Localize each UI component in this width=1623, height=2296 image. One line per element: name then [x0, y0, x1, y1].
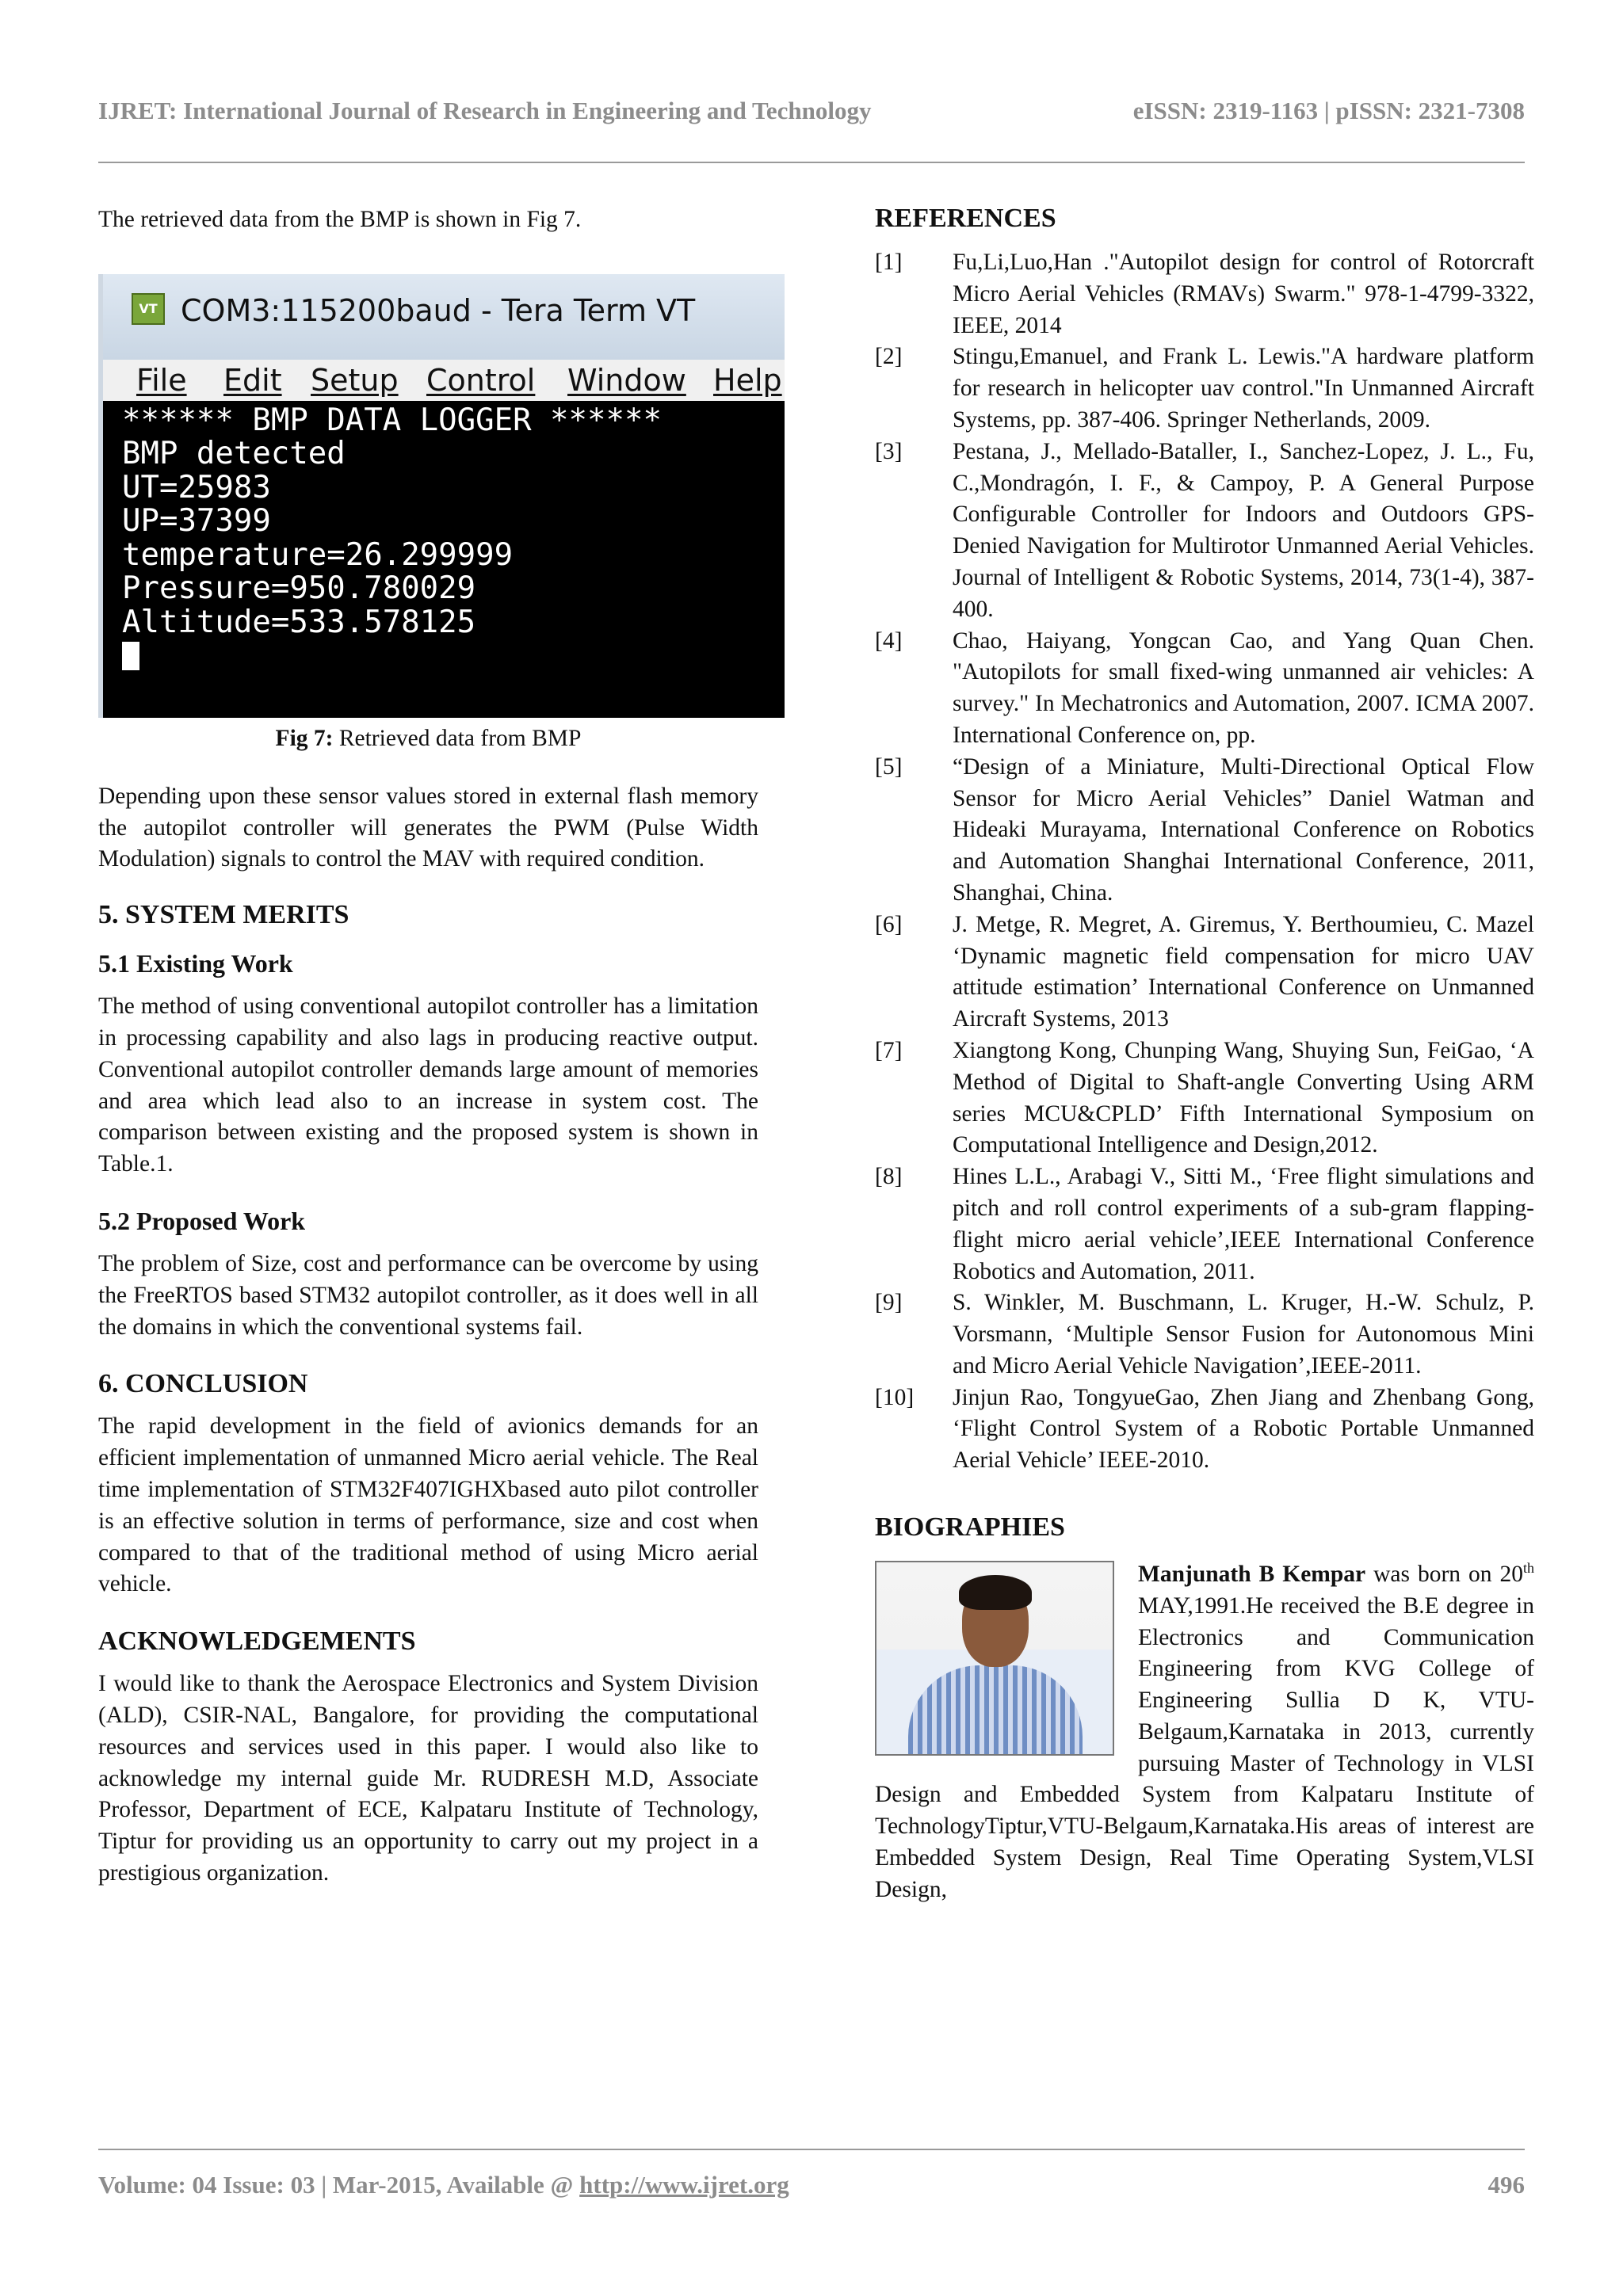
terminal-menubar [103, 360, 785, 401]
menu-control[interactable]: Control [426, 362, 536, 398]
subsection-heading: 5.1 Existing Work [98, 949, 293, 978]
left-column [98, 198, 782, 1890]
journal-name: IJRET: International Journal of Research in Engineering and Technology [98, 97, 872, 124]
reference-number: [4] [875, 627, 903, 654]
paragraph: Depending upon these sensor values stored in external flash memory the autopilot controller will generates the PWM (Pulse Width Modulation) signals to control the MAV with required condition. [98, 783, 758, 872]
biography [875, 1553, 1534, 1906]
reference-item [875, 1161, 1534, 1287]
reference-number: [8] [875, 1164, 903, 1190]
reference-item [875, 437, 1534, 626]
right-column [875, 198, 1534, 1906]
reference-number: [3] [875, 438, 903, 464]
reference-item [875, 341, 1534, 436]
bio-text-part: MAY,1991.He received the B.E degree in Electronics and Communication Engineering from KVG College of Engineering Sullia D K, VTU-Belgaum,Karnataka in 2013, currently pursuing Master of Technology in VLSI Design and Embedded System from Kalpataru Institute of TechnologyTiptur,VTU-Belgaum,Karnataka.His areas of interest are Embedded System Design, Real Time Operating System,VLSI Design, [875, 1592, 1534, 1902]
reference-item [875, 626, 1534, 752]
reference-text: Pestana, J., Mellado-Bataller, I., Sanchez-Lopez, J. L., Fu, C.,Mondragón, I. F., & Campoy, P. A General Purpose Configurable Controller for Indoors and Outdoors GPS-Denied Navigation for Multirotor Unmanned Aerial Vehicles. Journal of Intelligent & Robotic Systems, 2014, 73(1-4), 387-400. [953, 438, 1534, 622]
reference-text: S. Winkler, M. Buschmann, L. Kruger, H.-W. Schulz, P. Vorsmann, ‘Multiple Sensor Fusion for Autonomous Mini and Micro Aerial Vehicle Navigation’,IEEE-2011. [953, 1290, 1534, 1379]
terminal-output [103, 401, 785, 718]
menu-file[interactable]: File [136, 362, 187, 398]
section-heading: 5. SYSTEM MERITS [98, 900, 349, 930]
reference-item [875, 1287, 1534, 1382]
section-heading: REFERENCES [875, 204, 1056, 233]
paragraph: The rapid development in the field of avionics demands for an efficient implementation of unmanned Micro aerial vehicle. The Real time implementation of STM32F407IGHXbased auto pilot controller is an effective solution in terms of performance, size and cost when compared to that of the traditional method of using Micro aerial vehicle. [98, 1413, 758, 1597]
reference-number: [2] [875, 344, 903, 370]
paragraph: The problem of Size, cost and performance can be overcome by using the FreeRTOS based STM32 autopilot controller, as it does well in all the domains in which the conventional systems fail. [98, 1250, 758, 1340]
menu-help[interactable]: Help [713, 362, 782, 398]
reference-text: “Design of a Miniature, Multi-Directional Optical Flow Sensor for Micro Aerial Vehicles” Daniel Watman and Hideaki Murayama, International Conference on Robotics and Automation Shanghai International Conference, 2011, Shanghai, China. [953, 753, 1534, 906]
terminal-window-title: COM3:115200baud - Tera Term VT [181, 292, 696, 328]
terminal-line: UT=25983 [122, 469, 271, 505]
reference-number: [10] [875, 1384, 915, 1410]
reference-list [875, 247, 1534, 1477]
teraterm-app-icon: VT [132, 293, 165, 325]
reference-text: Fu,Li,Luo,Han ."Autopilot design for control of Rotorcraft Micro Aerial Vehicles (RMAVs) Swarm." 978-1-4799-3322, IEEE, 2014 [953, 250, 1534, 338]
paragraph: I would like to thank the Aerospace Electronics and System Division (ALD), CSIR-NAL, Bangalore, for providing the computational resources and services used in this paper. I would also like to acknowledge my internal guide Mr. RUDRESH M.D, Associate Professor, Department of ECE, Kalpataru Institute of Technology, Tiptur for providing us an opportunity to carry out my project in a prestigious organization. [98, 1671, 758, 1886]
bio-text-part: was born on 20 [1365, 1561, 1523, 1587]
journal-link[interactable]: http://www.ijret.org [579, 2171, 789, 2199]
section-heading: 6. CONCLUSION [98, 1369, 308, 1399]
footer-volume [98, 2171, 789, 2199]
menu-edit[interactable]: Edit [223, 362, 282, 398]
reference-number: [5] [875, 753, 903, 780]
terminal-line: temperature=26.299999 [122, 536, 514, 573]
reference-number: [9] [875, 1290, 903, 1316]
section-heading: ACKNOWLEDGEMENTS [98, 1627, 416, 1657]
terminal-line: Altitude=533.578125 [122, 604, 476, 640]
author-name: Manjunath B Kempar [1138, 1561, 1366, 1587]
author-photo [875, 1561, 1114, 1756]
terminal-line: ****** BMP DATA LOGGER ****** [122, 402, 662, 438]
ordinal-suffix: th [1522, 1560, 1534, 1577]
reference-text: Jinjun Rao, TongyueGao, Zhen Jiang and Zhenbang Gong, ‘Flight Control System of a Robotic Portable Unmanned Aerial Vehicle’ IEEE-2010. [953, 1384, 1534, 1474]
terminal-line: UP=37399 [122, 503, 271, 540]
issn: eISSN: 2319-1163 | pISSN: 2321-7308 [1132, 97, 1525, 124]
menu-setup[interactable]: Setup [311, 362, 399, 398]
caption-text: Retrieved data from BMP [333, 725, 582, 751]
reference-number: [1] [875, 250, 903, 275]
photo-shirt [908, 1665, 1083, 1756]
terminal-cursor [122, 642, 139, 670]
reference-number: [7] [875, 1037, 903, 1063]
figure-intro: The retrieved data from the BMP is shown in Fig 7. [98, 207, 582, 232]
terminal-titlebar [103, 274, 785, 360]
menu-window[interactable]: Window [567, 362, 686, 398]
page-number: 496 [1487, 2171, 1525, 2199]
reference-item [875, 247, 1534, 341]
terminal-line: BMP detected [122, 436, 346, 472]
figure-caption [98, 723, 758, 754]
page-header [98, 97, 1525, 136]
reference-text: Xiangtong Kong, Chunping Wang, Shuying Sun, FeiGao, ‘A Method of Digital to Shaft-angle Converting Using ARM series MCU&CPLD’ Fifth International Symposium on Computational Intelligence and Design,2012. [953, 1037, 1534, 1158]
header-rule [98, 162, 1525, 163]
reference-text: Chao, Haiyang, Yongcan Cao, and Yang Quan Chen. "Autopilots for small fixed-wing unmanned air vehicles: A survey." In Mechatronics and Automation, 2007. ICMA 2007. International Conference on, pp. [953, 627, 1534, 748]
paragraph: The method of using conventional autopilot controller has a limitation in processing capability and also lags in producing reactive output. Conventional autopilot controller demands large amount of memories and area which lead also to an increase in system cost. The comparison between existing and the proposed system is shown in Table.1. [98, 994, 758, 1177]
reference-item [875, 1383, 1534, 1477]
reference-text: Hines L.L., Arabagi V., Sitti M., ‘Free flight simulations and pitch and roll control experiments of a sub-gram flapping-flight micro aerial vehicle’,IEEE International Conference Robotics and Automation, 2011. [953, 1164, 1534, 1284]
reference-text: J. Metge, R. Megret, A. Giremus, Y. Berthoumieu, C. Mazel ‘Dynamic magnetic field compensation for micro UAV attitude estimation’ International Conference on Unmanned Aircraft Systems, 2013 [953, 911, 1534, 1032]
footer-rule [98, 2149, 1525, 2150]
terminal-line: Pressure=950.780029 [122, 570, 476, 607]
subsection-heading: 5.2 Proposed Work [98, 1206, 306, 1235]
reference-item [875, 752, 1534, 910]
terminal-figure [98, 274, 785, 718]
reference-text: Stingu,Emanuel, and Frank L. Lewis."A hardware platform for research in helicopter uav control."In Unmanned Aircraft Systems, pp. 387-406. Springer Netherlands, 2009. [953, 344, 1534, 433]
footer-volume-text: Volume: 04 Issue: 03 | Mar-2015, Available @ [98, 2171, 580, 2199]
reference-item [875, 910, 1534, 1035]
reference-item [875, 1035, 1534, 1161]
photo-hair [959, 1575, 1032, 1610]
section-heading: BIOGRAPHIES [875, 1512, 1065, 1543]
reference-number: [6] [875, 911, 903, 937]
caption-label: Fig 7: [275, 725, 334, 751]
